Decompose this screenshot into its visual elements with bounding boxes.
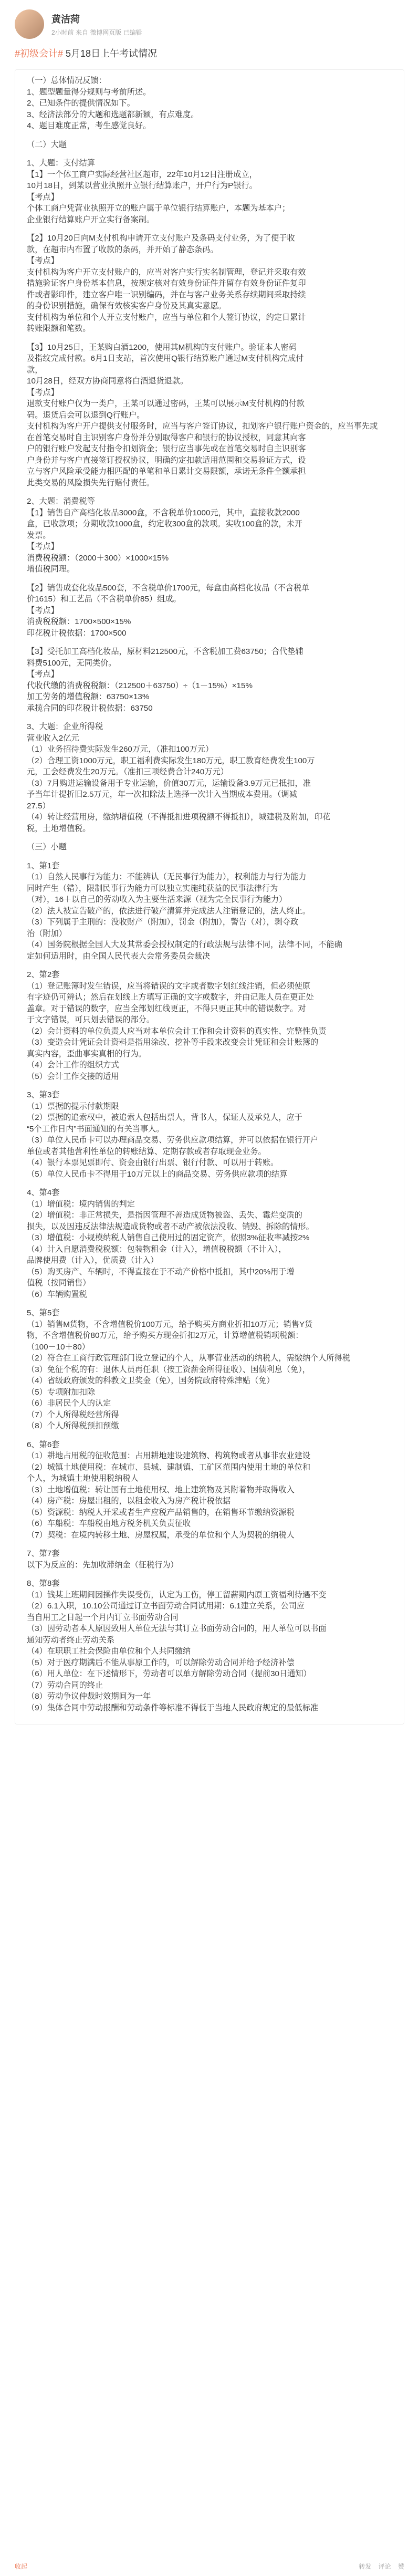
article-line: 3、经济法部分的大题和选题都新颖，有点难度。	[27, 110, 199, 119]
article-line: （5）专项附加扣除	[27, 1387, 95, 1397]
article-line: 发票。	[27, 531, 51, 540]
article-line: （4）银行本票见票即付、资金由银行出票、银行付款、可以用于转账。	[27, 1158, 279, 1167]
article-line: 立与客户风险承受能力相匹配的单笔和单日累计交易限额，承诺无条件全额承担	[27, 467, 306, 476]
article-line: 真实内容，歪曲事实真相的行为。	[27, 1049, 146, 1058]
blank-line	[27, 1571, 392, 1578]
article-line: 定如何适用时，由全国人民代表大会常务委员会裁决	[27, 951, 211, 961]
article-line: （3）7月购进运输设备用于专业运输，价值30万元，运输设备3.9万元已抵扣，准	[27, 778, 311, 788]
article-line: 营业收入2亿元	[27, 733, 79, 743]
blank-line	[27, 132, 392, 139]
article-line: 【1】一个体工商户实际经营社区超市，22年10月12日注册成立，	[27, 170, 257, 179]
article-line: 1、第1套	[27, 861, 60, 870]
article-line: 件或者影印件，建立客户唯一识别编码，并在与客户业务关系存续期间采取持续	[27, 290, 306, 299]
article-line: （8）个人所得税预扣预缴	[27, 1421, 119, 1430]
article-line: （2）会计资料的单位负责人应当对本单位会计工作和会计资料的真实性、完整性负责	[27, 1026, 327, 1036]
article-line: （4）在职职工社会保险由单位和个人共同缴纳	[27, 1647, 191, 1656]
article-line: 10月28日，经双方协商同意将白酒退货退款。	[27, 377, 188, 386]
article-line: 【考点】	[27, 192, 59, 202]
article-line: 料费5100元，无同类价。	[27, 658, 117, 668]
article-line: （100－10＋80）	[27, 1342, 90, 1352]
article-line: 消费税税额：（2000＋300）×1000×15%	[27, 553, 169, 563]
article-line: 1、题型题量得分规则与考前所述。	[27, 87, 151, 97]
article-line: 户的银行账户发起支付指令扣划资金；银行应当事先或在首笔交易时自主识别客	[27, 444, 306, 453]
article-line: 及指纹完成付款。6月1日支站，首次使用Q银行结算账户通过M支付机构完成付	[27, 354, 304, 363]
article-line: 有字迹仍可辨认；然后在划线上方填写正确的文字或数字，并由记账人员在更正处	[27, 993, 314, 1002]
article-line: 【考点】	[27, 670, 59, 679]
article-line: 2、第2套	[27, 970, 60, 979]
article-line: 个体工商户凭营业执照开立的账户属于单位银行结算账户，本题为基本户；	[27, 204, 290, 213]
article-line: （7）个人所得税经营所得	[27, 1410, 119, 1419]
article-line: （8）劳动争议仲裁时效期间为一年	[27, 1692, 151, 1701]
article-line: （4）转让经营用房，缴纳增值税（不得抵扣进项税额不得抵扣），城建税及附加，印花	[27, 813, 330, 822]
article-line: （3）变造会计凭证会计资料是指用涂改、挖补等手段来改变会计凭证和会计账簿的	[27, 1038, 319, 1047]
article-line: 措施验证客户身份基本信息，按规定核对有效身份证件并留存有效身份证件复印	[27, 279, 306, 288]
avatar[interactable]	[15, 9, 44, 39]
article-line: 2、已知条件的提供情况如下。	[27, 99, 135, 108]
article-line: 的身份识别措施，确保有效核实客户身份及其真实意愿。	[27, 302, 226, 310]
blank-line	[27, 489, 392, 496]
repost-button[interactable]: 转发	[359, 2563, 372, 2570]
article-line: （一）总体情况反馈：	[27, 76, 107, 85]
article-line: 个人，为城镇土地使用税纳税人	[27, 1474, 139, 1483]
article-line: 码。退货后会可以退到Q行账户。	[27, 410, 145, 420]
article-line: （4）会计工作的组织方式	[27, 1061, 119, 1069]
article-line: 1、大题：支付结算	[27, 159, 95, 168]
article-line: 【考点】	[27, 542, 59, 551]
article-line: （5）会计工作交接的适用	[27, 1072, 119, 1081]
blank-line	[27, 1082, 392, 1089]
article-line: （3）土地增值税：转让国有土地使用权、地上建筑物及其附着物并取得收入	[27, 1485, 295, 1494]
article-line: （三）小题	[27, 843, 67, 851]
article-line: 3、第3套	[27, 1090, 60, 1099]
blank-line	[27, 853, 392, 860]
post-time-source: 2小时前 来自 微博网页版 已编辑	[51, 28, 142, 36]
post-header	[15, 9, 404, 39]
article-line: 【1】销售自产高档化妆品3000盒，不含税单价1000元，其中，直接收款2000	[27, 508, 300, 517]
article-line: （6）用人单位：在下述情形下，劳动者可以单方解除劳动合同（提前30日通知）	[27, 1669, 311, 1678]
blank-line	[27, 335, 392, 342]
article-line: 税，土地增值税。	[27, 824, 91, 833]
article-line: 此类交易的风险损失先行赔付责任。	[27, 478, 154, 487]
article-line: 当自用工之日起一个月内订立书面劳动合同	[27, 1613, 179, 1622]
post-footer	[15, 2562, 404, 2571]
article-line: 7、第7套	[27, 1549, 60, 1558]
article-line: （6）车船税：车船税由地方税务机关负责征收	[27, 1519, 191, 1528]
article-line: （1）业务招待费实际发生260万元，（准扣100万元）	[27, 745, 214, 754]
article-line: 4、第4套	[27, 1188, 60, 1197]
article-line: （2）法人被宣告破产的，依法进行破产清算并完成法人注销登记的，法人终止。	[27, 906, 311, 916]
article-line: 支付机构为客户开立支付账户的，应当对客户实行实名制管理，登记并采取有效	[27, 267, 306, 277]
article-line: 3、大题：企业所得税	[27, 722, 103, 731]
article-line: 盖章。对于错误的数字，应当全部划红线更正，不得只更正其中的错误数字。对	[27, 1004, 306, 1013]
article-line: 予当年计提折旧2.5万元，年一次扣除法上选择一次计入当期成本费用。（调减	[27, 790, 297, 799]
blank-line	[27, 150, 392, 158]
article-line: 【3】10月25日，王某购白酒1200，使用其M机构的支付账户。验证本人密码	[27, 342, 297, 352]
article-line: （2）6.1入职，10.10公司通过订立书面劳动合同试用期：6.1建立关系，公司应	[27, 1602, 305, 1611]
blank-line	[27, 1541, 392, 1548]
article-line: （1）耕地占用税的征收范围：占用耕地建设建筑物、构筑物或者从事非农业建设	[27, 1451, 311, 1460]
article-line: 消费税税额：1700×500×15%	[27, 617, 131, 626]
article-body	[15, 69, 404, 1725]
article-line: （7）契税：在境内转移土地、房屋权属，承受的单位和个人为契税的纳税人	[27, 1530, 295, 1540]
author-meta	[51, 12, 142, 37]
article-line: 款，	[27, 365, 43, 375]
blank-line	[27, 1180, 392, 1187]
blank-line	[27, 1300, 392, 1307]
article-line: 于文字错误，可只划去错误的部分。	[27, 1015, 154, 1024]
article-line: 4、题目难度正常，考生感觉良好。	[27, 121, 151, 130]
article-line: （4）省级政府颁发的科教文卫奖金（免），国务院政府特殊津贴（免）	[27, 1376, 275, 1385]
article-line: 款，在超市内布置了收款的条码，并开始了静态条码。	[27, 245, 218, 254]
article-line: 印花税计税依据：1700×500	[27, 628, 127, 638]
article-line: （6）车辆购置税	[27, 1290, 87, 1299]
post-actions	[359, 2562, 404, 2571]
collapse-link[interactable]: 收起	[15, 2563, 28, 2570]
article-line: （2）增值税：非正常损失，是指因管理不善造成货物被盗、丢失、霉烂变质的	[27, 1211, 302, 1220]
article-line: （3）因劳动者本人原因致用人单位无法与其订立书面劳动合同的，用人单位可以书面	[27, 1624, 327, 1633]
article-line: 增值税同理。	[27, 565, 75, 574]
article-line: 以下为反应的：先加收滞纳金（征税行为）	[27, 1560, 179, 1570]
article-line: 代收代缴的消费税税额：（212500＋63750）÷（1－15%）×15%	[27, 681, 253, 690]
article-line: 支付机构为单位和个人开立支付账户，应当与单位和个人签订协议，约定日累计	[27, 313, 306, 322]
article-line: （4）国务院根据全国人大及其常委会授权制定的行政法规与法律不同，法律不同，不能确	[27, 940, 342, 949]
article-line: 【3】受托加工高档化妆品，原材料212500元，不含税加工费63750；合代垫辅	[27, 647, 303, 656]
article-line: 通知劳动者终止劳动关系	[27, 1635, 115, 1645]
article-line: （1）钱某上班期间因操作失误受伤，认定为工伤，停工留薪期内原工资福利待遇不变	[27, 1590, 327, 1599]
article-line: （二）大题	[27, 140, 67, 149]
article-line: （5）购买房产、车辆时，不得直接在于不动产价格中抵扣，其中20%用于增	[27, 1267, 295, 1276]
article-line: 【考点】	[27, 606, 59, 615]
article-line: （4）房产税：房屋出租的，以租金收入为房产税计税依据	[27, 1497, 231, 1505]
article-line: 企业银行结算账户开立实行备案制。	[27, 215, 154, 224]
post-tagline	[15, 46, 404, 60]
article-line: （3）增值税：小规模纳税人销售自己使用过的固定资产，依照3%征收率减按2%	[27, 1233, 310, 1242]
article-line: 加工劳务的增值税额：63750×13%	[27, 692, 150, 701]
like-button[interactable]: 赞	[397, 2563, 404, 2570]
article-line: （2）城镇土地使用税：在城市、县城、建制镇、工矿区范围内使用土地的单位和	[27, 1462, 311, 1472]
article-line: 治（附加）	[27, 929, 67, 938]
article-line: （3）下列属于主刑的：没收财产（附加），罚金（附加），警告（对），剥夺政	[27, 918, 299, 927]
article-line: 【2】销售成套化妆品500套，不含税单价1700元，每盒由高档化妆品（不含税单	[27, 583, 310, 593]
article-line: （3）单位人民币卡可以办理商品交易、劳务供应款项结算，并可以依据在银行开户	[27, 1136, 319, 1145]
article-line: 8、第8套	[27, 1579, 60, 1588]
article-line: 5、第5套	[27, 1308, 60, 1317]
article-line: 【2】10月20日向M支付机构申请开立支付账户及条码支付业务，为了便于收	[27, 234, 295, 243]
article-line: （2）合理工资1000万元，职工福利费实际发生180万元，职工教育经费发生100万	[27, 756, 315, 765]
article-line: 价1615）和工艺品（不含税单价85）组成。	[27, 595, 181, 604]
article-line: 盒，已收款项；分期收款1000盒，约定收300盒的款项。实收100盒的款，未开	[27, 520, 302, 528]
blank-line	[27, 575, 392, 583]
article-line: 10月18日，到某以营业执照开立银行结算账户，开户行为P银行。	[27, 181, 257, 190]
article-line: 单位或者其他营利性单位的转账结算、定期存款或者存取现金业务。	[27, 1147, 266, 1156]
comment-button[interactable]: 评论	[378, 2563, 391, 2570]
article-line: 支付机构为客户开户提供支付服务时，应当与客户签订协议，扣划客户银行账户资金的，应当事先或	[27, 422, 378, 431]
article-line: 2、大题：消费税等	[27, 497, 95, 506]
blank-line	[27, 962, 392, 969]
article-line: 在首笔交易时自主识别客户身份并分别取得客户和银行的协议授权，同意其向客	[27, 433, 306, 442]
article-line: （9）集体合同中劳动报酬和劳动条件等标准不得低于当地人民政府规定的最低标准	[27, 1703, 319, 1712]
article-line: （1）销售M货物，不含增值税价100万元，给予购买方商业折扣10万元；销售Y货	[27, 1320, 313, 1329]
article-line: 退款支付账户仅为一类户，王某可以通过密码，王某可以展示M支付机构的付款	[27, 399, 305, 408]
article-line: （5）资源税：纳税人开采或者生产应税产品销售的，在销售环节缴纳资源税	[27, 1508, 295, 1517]
article-line: 同时产生（错），限制民事行为能力可以独立实施纯获益的民事法律行为	[27, 884, 278, 893]
article-line: （1）增值税：境内销售的判定	[27, 1199, 135, 1209]
article-line: （对），16＋以自己的劳动收入为主要生活来源（视为完全民事行为能力）	[27, 895, 287, 904]
author-name[interactable]: 黄洁菏	[51, 14, 80, 25]
hashtag-link[interactable]: #初级会计#	[15, 48, 64, 59]
article-line: （5）单位人民币卡不得用于10万元以上的商品交易、劳务供应款项的结算	[27, 1169, 288, 1179]
article-line: 户身份并与客户直接签订授权协议，明确约定扣款适用范围和交易验证方式，设	[27, 455, 306, 465]
article-line: （4）计入自愿消费税税额：包装物租金（计入），增值税税额（不计入），	[27, 1244, 287, 1254]
blank-line	[27, 1432, 392, 1439]
blank-line	[27, 714, 392, 721]
article-line: （6）非居民个人的认定	[27, 1399, 111, 1408]
article-line: 元，工会经费发生20万元。（准扣三项经费合计240万元）	[27, 767, 228, 776]
article-line: 【考点】	[27, 388, 59, 397]
article-line: （1）登记账簿时发生错误，应当将错误的文字或者数字划红线注销，但必须使原	[27, 981, 311, 991]
article-line: 27.5）	[27, 801, 50, 811]
tagline-text: 5月18日上午考试情况	[63, 48, 158, 59]
article-line: 物，不含增值税价80万元，给予购买方现金折扣2万元，计算增值税销项税额：	[27, 1331, 303, 1340]
blank-line	[27, 225, 392, 233]
blank-line	[27, 834, 392, 842]
article-line: 承揽合同的印花税计税依据：63750	[27, 703, 153, 713]
article-line: （7）劳动合同的终止	[27, 1680, 103, 1690]
article-line: 转账限额和笔数。	[27, 324, 91, 333]
article-line: （3）免征个税的有：退休人员再任职（按工资薪金所得征收）、国债利息（免），	[27, 1365, 310, 1374]
article-line: （2）票据的追索权中，被追索人包括出票人，背书人，保证人及承兑人，应于	[27, 1113, 302, 1122]
article-line: 【考点】	[27, 256, 59, 265]
article-line: （2）符合在工商行政管理部门设立登记的个人，从事营业活动的纳税人，需缴纳个人所得税	[27, 1354, 350, 1363]
article-line: “5个工作日内”书面通知的有关当事人。	[27, 1124, 164, 1134]
article-line: 值税（按同销售）	[27, 1279, 91, 1287]
blank-line	[27, 639, 392, 646]
article-line: 损失，以及因违反法律法规造成货物或者不动产被依法没收、销毁、拆除的情形。	[27, 1222, 314, 1231]
article-line: （1）票据的提示付款期限	[27, 1102, 119, 1111]
article-line: （1）自然人民事行为能力：不能辨认（无民事行为能力），权利能力与行为能力	[27, 872, 307, 881]
article-line: （5）对于医疗期满后不能从事原工作的，可以解除劳动合同并给予经济补偿	[27, 1658, 295, 1667]
article-line: 品牌使用费（计入），优质费（计入）	[27, 1256, 159, 1265]
article-line: 6、第6套	[27, 1440, 60, 1449]
